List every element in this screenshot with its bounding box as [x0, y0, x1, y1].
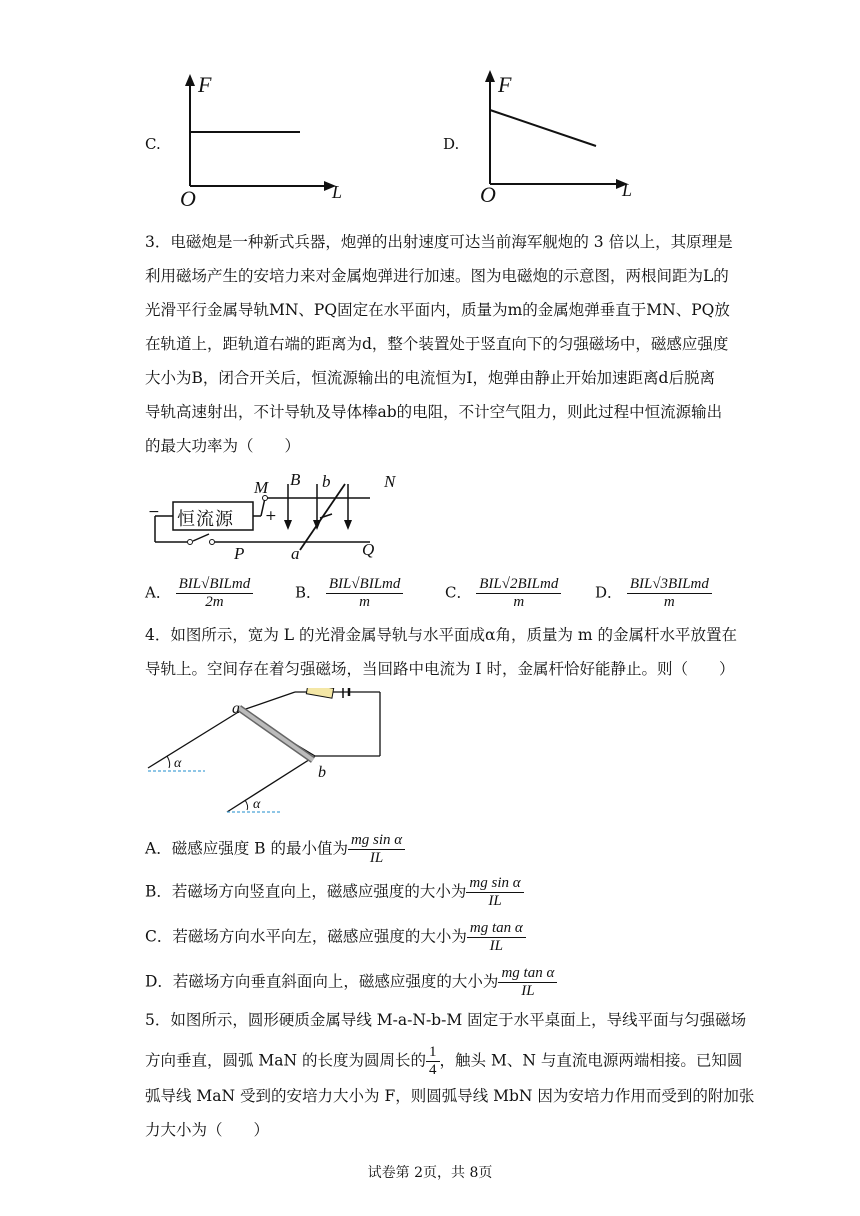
q3-option-d-num: BIL√3BILmd: [627, 576, 712, 594]
q3-line-4: 在轨道上，距轨道右端的距离为d，整个装置处于竖直向下的匀强磁场中，磁感应强度: [145, 335, 729, 353]
q4-option-b-fraction: [466, 875, 523, 910]
graph-c-x-label: L: [332, 182, 343, 202]
q4-option-d-num: mg tan α: [498, 965, 557, 983]
graph-d-x-label: L: [622, 180, 633, 200]
q4-option-a-fraction: [348, 832, 405, 867]
q3-line-6: 导轨高速射出，不计导轨及导体棒ab的电阻，不计空气阻力，则此过程中恒流源输出: [145, 403, 723, 421]
q4-option-d-den: IL: [521, 983, 535, 999]
q3-option-d-den: m: [663, 594, 675, 610]
q5-line-3: 弧导线 MaN 受到的安培力大小为 F，则圆弧导线 MbN 因为安培力作用而受到的附加张: [145, 1087, 755, 1105]
q4-option-c-fraction: [467, 920, 526, 955]
q3-option-c-fraction: [476, 576, 561, 611]
q4-line-2: 导轨上。空间存在着匀强磁场，当回路中电流为 I 时，金属杆恰好能静止。则（ ）: [145, 660, 735, 678]
option-c-label: C.: [145, 135, 161, 153]
q5-quarter-fraction: [426, 1044, 440, 1079]
q3-label-N: N: [384, 472, 396, 491]
q5-frac-den: 4: [429, 1062, 437, 1078]
q4-option-c[interactable]: [145, 920, 526, 955]
q3-option-d-fraction: [627, 576, 712, 611]
q3-option-c[interactable]: [445, 576, 561, 611]
graph-d-y-label: F: [498, 72, 512, 97]
q4-option-d-fraction: [498, 965, 557, 1000]
q3-line-3: 光滑平行金属导轨MN、PQ固定在水平面内，质量为m的金属炮弹垂直于MN、PQ放: [145, 301, 730, 319]
q4-incline-figure: [145, 688, 385, 818]
q3-option-b[interactable]: [295, 576, 403, 611]
q3-label-a: a: [291, 544, 300, 563]
q5-frac-num: 1: [426, 1044, 440, 1062]
q5-line-2-post: ，触头 M、N 与直流电源两端相接。已知圆: [439, 1051, 743, 1070]
q3-option-a-label: A．: [145, 583, 171, 602]
q3-line-5: 大小为B，闭合开关后，恒流源输出的电流恒为I，炮弹由静止开始加速距离d后脱离: [145, 369, 715, 387]
q4-label-a: a: [232, 700, 240, 717]
q3-line-7: 的最大功率为（ ）: [145, 437, 301, 455]
graph-c-origin: O: [180, 186, 196, 211]
q3-label-M: M: [254, 478, 269, 497]
q5-line-1: 5．如图所示，圆形硬质金属导线 M-a-N-b-M 固定于水平桌面上，导线平面与匀强磁场: [145, 1011, 747, 1029]
q3-option-a[interactable]: [145, 576, 253, 611]
q3-option-c-den: m: [513, 594, 525, 610]
q5-line-2-pre: 方向垂直，圆弧 MaN 的长度为圆周长的: [145, 1051, 427, 1070]
q3-option-d-label: D．: [595, 583, 623, 602]
q4-option-b-num: mg sin α: [466, 875, 523, 893]
q4-option-a-text: A．磁感应强度 B 的最小值为: [145, 839, 348, 858]
q4-option-b-den: IL: [488, 893, 502, 909]
q4-option-c-text: C．若磁场方向水平向左，磁感应强度的大小为: [145, 927, 467, 946]
q4-option-c-den: IL: [489, 938, 503, 954]
q3-label-B: B: [290, 470, 301, 489]
q4-option-d-text: D．若磁场方向垂直斜面向上，磁感应强度的大小为: [145, 972, 499, 991]
q4-option-a-num: mg sin α: [348, 832, 405, 850]
q3-line-2: 利用磁场产生的安培力来对金属炮弹进行加速。图为电磁炮的示意图，两根间距为L的: [145, 267, 729, 285]
q3-label-P: P: [234, 544, 245, 563]
q3-label-b: b: [322, 472, 331, 491]
q3-line-1: 3．电磁炮是一种新式兵器，炮弹的出射速度可达当前海军舰炮的 3 倍以上，其原理是: [145, 233, 733, 251]
q3-option-b-den: m: [359, 594, 371, 610]
q3-option-b-fraction: [326, 576, 404, 611]
q3-option-b-label: B．: [295, 583, 322, 602]
q3-label-minus: −: [148, 504, 160, 520]
q3-label-Q: Q: [362, 540, 375, 559]
q3-source-label: 恒流源: [177, 509, 234, 530]
option-d-label: D.: [443, 135, 460, 153]
q4-line-1: 4．如图所示，宽为 L 的光滑金属导轨与水平面成α角，质量为 m 的金属杆水平放置在: [145, 626, 738, 644]
q5-line-4: 力大小为（ ）: [145, 1121, 270, 1139]
q4-option-c-num: mg tan α: [467, 920, 526, 938]
graph-d-origin: O: [480, 182, 496, 207]
q4-option-a[interactable]: [145, 832, 405, 867]
q3-option-a-fraction: [176, 576, 254, 611]
q4-option-a-den: IL: [369, 850, 384, 866]
graph-c: [170, 70, 345, 215]
q3-option-b-num: BIL√BILmd: [326, 576, 404, 594]
q3-option-d[interactable]: [595, 576, 712, 611]
graph-d: [470, 60, 645, 205]
q3-option-c-num: BIL√2BILmd: [476, 576, 561, 594]
q3-option-c-label: C．: [445, 583, 472, 602]
graph-c-y-label: F: [198, 72, 212, 97]
q3-label-plus: +: [265, 508, 277, 524]
page-footer: 试卷第 2页，共 8页: [367, 1165, 493, 1181]
q3-option-a-den: 2m: [205, 594, 224, 610]
q4-option-d[interactable]: [145, 965, 557, 1000]
q5-line-2: [145, 1044, 742, 1079]
q4-label-alpha-1: α: [174, 756, 182, 771]
q4-option-b-text: B．若磁场方向竖直向上，磁感应强度的大小为: [145, 882, 467, 901]
q4-label-alpha-2: α: [253, 797, 261, 812]
q4-option-b[interactable]: [145, 875, 524, 910]
q3-option-a-num: BIL√BILmd: [176, 576, 254, 594]
q4-label-b: b: [318, 764, 326, 781]
